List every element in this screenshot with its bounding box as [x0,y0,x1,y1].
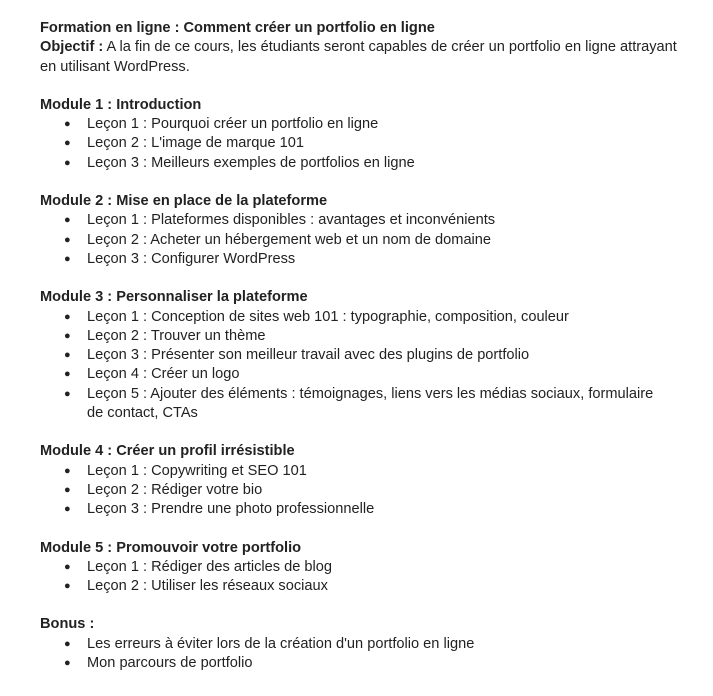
bullet-icon: ● [64,464,71,477]
bullet-icon: ● [64,580,71,593]
bullet-icon: ● [64,329,71,342]
module-section [40,442,680,519]
module-title: Module 5 : Promouvoir votre portfolio [40,539,302,556]
list-item [40,134,667,153]
lesson-list [40,211,680,269]
list-item-text: Leçon 1 : Rédiger des articles de blog [87,558,333,575]
list-item [40,635,667,654]
list-item-text: Leçon 3 : Configurer WordPress [87,250,296,267]
list-item-text: Leçon 1 : Pourquoi créer un portfolio en ligne [87,116,379,133]
bullet-icon: ● [64,483,71,496]
list-item [40,385,667,424]
list-item [40,558,667,577]
course-title: Formation en ligne : Comment créer un portfolio en ligne [40,20,435,36]
list-item-text: Leçon 1 : Plateformes disponibles : avantages et inconvénients [87,212,496,229]
module-section [40,539,680,597]
lesson-list [40,558,680,597]
list-item-text: Leçon 2 : L'image de marque 101 [87,135,304,152]
list-item-text: Leçon 1 : Conception de sites web 101 : typographie, composition, couleur [87,308,569,325]
bullet-icon: ● [64,349,71,362]
bullet-icon: ● [64,310,71,323]
list-item [40,500,667,519]
bullet-icon: ● [64,233,71,246]
module-title: Module 4 : Créer un profil irrésistible [40,443,295,460]
document-body [40,19,680,673]
course-objective [40,38,680,77]
module-section [40,192,680,269]
list-item [40,654,667,673]
list-item [40,154,667,173]
module-section [40,96,680,173]
list-item-text: Mon parcours de portfolio [87,655,253,672]
bullet-icon: ● [64,156,71,169]
list-item-text: Leçon 2 : Acheter un hébergement web et un nom de domaine [87,231,492,248]
list-item-text: Leçon 3 : Meilleurs exemples de portfolios en ligne [87,154,415,171]
lesson-list [40,115,680,173]
list-item [40,327,667,346]
bullet-icon: ● [64,252,71,265]
bullet-icon: ● [64,118,71,131]
lesson-list [40,462,680,520]
module-title: Bonus : [40,616,95,633]
list-item-text: Leçon 5 : Ajouter des éléments : témoignages, liens vers les médias sociaux, formulaire de contact, CTAs [87,385,654,422]
bullet-icon: ● [64,503,71,516]
bullet-icon: ● [64,387,71,400]
list-item-text: Leçon 2 : Trouver un thème [87,327,266,344]
list-item-text: Leçon 2 : Rédiger votre bio [87,481,263,498]
module-title: Module 2 : Mise en place de la plateforme [40,193,328,210]
list-item [40,115,667,134]
list-item-text: Leçon 2 : Utiliser les réseaux sociaux [87,578,328,595]
lesson-list [40,635,680,674]
bullet-icon: ● [64,137,71,150]
objective-text: A la fin de ce cours, les étudiants seront capables de créer un portfolio en ligne attrayant en utilisant WordPress. [40,39,677,75]
list-item-text: Leçon 4 : Créer un logo [87,366,240,383]
list-item-text: Leçon 3 : Présenter son meilleur travail avec des plugins de portfolio [87,347,530,364]
list-item-text: Leçon 1 : Copywriting et SEO 101 [87,462,307,479]
objective-label: Objectif : [40,39,104,56]
bullet-icon: ● [64,637,71,650]
lesson-list [40,308,680,424]
list-item-text: Les erreurs à éviter lors de la création d'un portfolio en ligne [87,635,475,652]
module-section [40,288,680,423]
list-item [40,577,667,596]
list-item-text: Leçon 3 : Prendre une photo professionnelle [87,501,375,518]
list-item [40,211,667,230]
bullet-icon: ● [64,657,71,670]
list-item [40,250,667,269]
module-title: Module 1 : Introduction [40,96,202,113]
list-item [40,346,667,365]
list-item [40,481,667,500]
bullet-icon: ● [64,560,71,573]
list-item [40,365,667,384]
module-section [40,615,680,673]
list-item [40,462,667,481]
list-item [40,308,667,327]
list-item [40,231,667,250]
module-list [40,96,680,673]
course-intro [40,19,680,77]
bullet-icon: ● [64,368,71,381]
module-title: Module 3 : Personnaliser la plateforme [40,289,308,306]
bullet-icon: ● [64,214,71,227]
